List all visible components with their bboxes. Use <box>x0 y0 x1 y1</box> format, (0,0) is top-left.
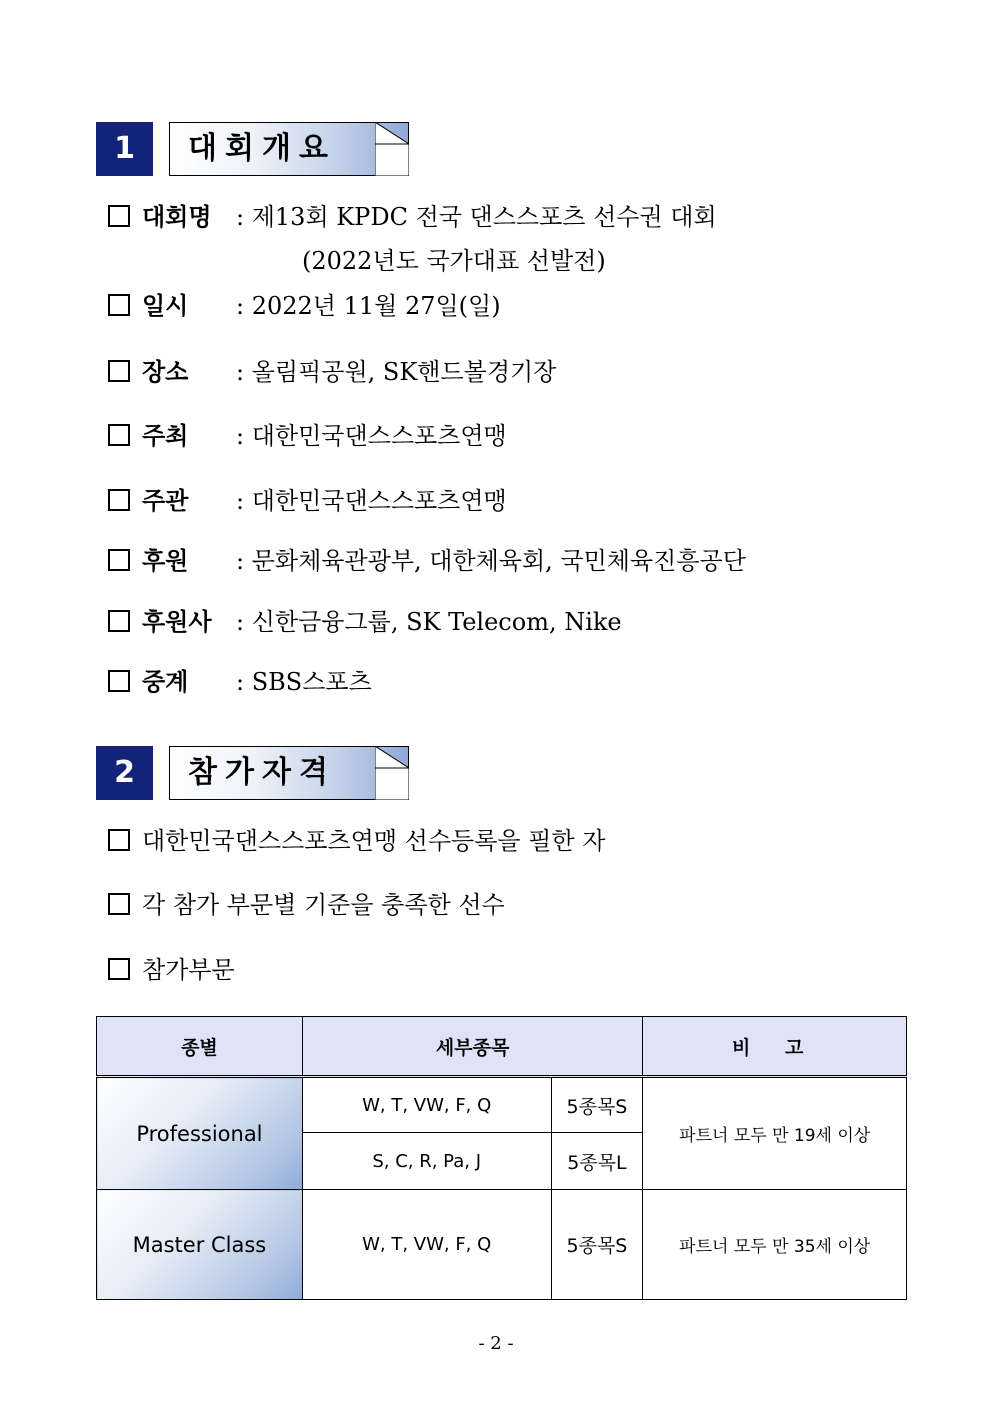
page-fold-icon <box>375 122 409 176</box>
page-fold-icon <box>375 746 409 800</box>
checkbox-icon <box>108 205 130 227</box>
section-1-title-box <box>169 122 409 176</box>
item-label: 대회명 <box>142 202 212 231</box>
item-value: : 신한금융그룹, SK Telecom, Nike <box>236 608 622 636</box>
events-cell: W, T, VW, F, Q <box>302 1190 551 1300</box>
list-item <box>108 667 372 697</box>
item-subtitle: (2022년도 국가대표 선발전) <box>302 247 606 275</box>
section-1-number: 1 <box>96 122 153 176</box>
page-number: - 2 - <box>478 1333 514 1354</box>
section-2-title-box <box>169 746 409 800</box>
list-item <box>108 421 507 451</box>
checkbox-icon <box>108 610 130 632</box>
list-item <box>108 291 501 321</box>
item-text: 참가부문 <box>142 956 235 984</box>
checkbox-icon <box>108 958 130 980</box>
events-cell: W, T, VW, F, Q <box>302 1077 551 1133</box>
list-item <box>108 607 622 637</box>
category-cell: Master Class <box>97 1190 303 1300</box>
checkbox-icon <box>108 829 130 851</box>
item-value: : 2022년 11월 27일(일) <box>236 292 501 320</box>
item-label: 후원사 <box>142 607 212 636</box>
item-label: 중계 <box>142 667 189 696</box>
header-events: 세부종목 <box>302 1017 643 1077</box>
table-row <box>97 1190 907 1300</box>
item-value: : 대한민국댄스스포츠연맹 <box>236 422 507 450</box>
item-value: : 올림픽공원, SK핸드볼경기장 <box>236 358 557 386</box>
section-2-title: 참가자격 <box>188 755 336 790</box>
item-text: 대한민국댄스스포츠연맹 선수등록을 필한 자 <box>142 827 606 855</box>
category-cell: Professional <box>97 1077 303 1190</box>
checkbox-icon <box>108 489 130 511</box>
table-header-row <box>97 1017 907 1077</box>
list-item <box>108 546 746 576</box>
header-note: 비 고 <box>643 1017 907 1077</box>
checkbox-icon <box>108 424 130 446</box>
item-label: 장소 <box>142 357 189 386</box>
section-2-number: 2 <box>96 746 153 800</box>
item-value: : SBS스포츠 <box>236 668 372 696</box>
events-cell: S, C, R, Pa, J <box>302 1133 551 1190</box>
count-cell: 5종목S <box>551 1077 643 1133</box>
list-item <box>108 955 235 985</box>
note-cell: 파트너 모두 만 19세 이상 <box>643 1077 907 1190</box>
list-item <box>108 357 556 387</box>
checkbox-icon <box>108 360 130 382</box>
list-item <box>108 202 717 232</box>
checkbox-icon <box>108 670 130 692</box>
item-text: 각 참가 부문별 기준을 충족한 선수 <box>142 891 505 919</box>
item-label: 일시 <box>142 291 189 320</box>
checkbox-icon <box>108 294 130 316</box>
list-item <box>108 826 605 856</box>
checkbox-icon <box>108 893 130 915</box>
category-table <box>96 1016 907 1300</box>
header-category: 종별 <box>97 1017 303 1077</box>
item-label: 후원 <box>142 546 189 575</box>
list-item <box>108 486 507 516</box>
item-label: 주관 <box>142 486 189 515</box>
item-value: : 제13회 KPDC 전국 댄스스포츠 선수권 대회 <box>236 203 717 231</box>
item-value: : 대한민국댄스스포츠연맹 <box>236 487 507 515</box>
item-label: 주최 <box>142 421 189 450</box>
section-1-title: 대회개요 <box>188 131 336 166</box>
count-cell: 5종목S <box>551 1190 643 1300</box>
table-row <box>97 1077 907 1133</box>
checkbox-icon <box>108 549 130 571</box>
note-cell: 파트너 모두 만 35세 이상 <box>643 1190 907 1300</box>
count-cell: 5종목L <box>551 1133 643 1190</box>
item-value: : 문화체육관광부, 대한체육회, 국민체육진흥공단 <box>236 547 746 575</box>
list-item <box>108 890 505 920</box>
